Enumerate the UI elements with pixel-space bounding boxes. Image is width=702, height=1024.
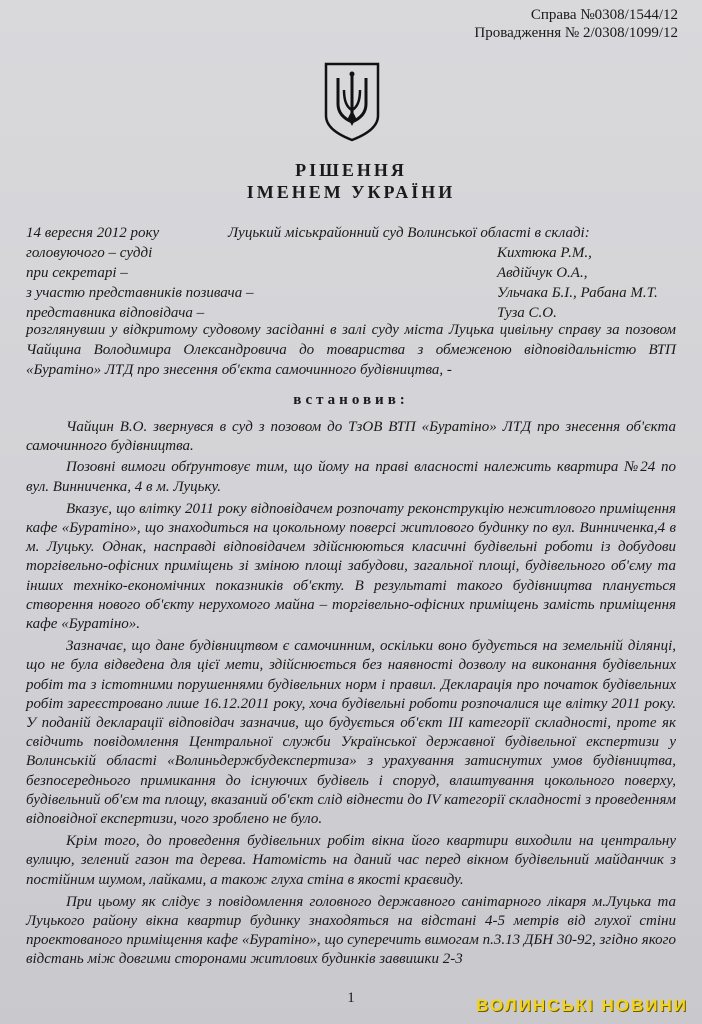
body-paragraph: Вказує, що влітку 2011 року відповідачем розпочату реконструкцію нежитлового приміщення кафе «Буратіно», що знаходиться на цокольному поверсі житлового будинку по вул. Винниченка,4 в м. Луцьку. Однак, насправді відповідачем здійснюються класичні будівельні роботи із добудови торгівельно-офісних приміщень зі зміною площі забудови, загальної площі, будівельного об'єму та інших техніко-економічних показників об'єкту. В результаті такого будівництва планується створення нового об'єкту нерухомого майна – торгівельно-офісних приміщень замість приміщення кафе «Буратіно». [26, 500, 676, 633]
body-paragraph: Чайцин В.О. звернувся в суд з позовом до ТзОВ ВТП «Буратіно» ЛТД про знесення об'єкта самочинного будівництва. [26, 419, 676, 455]
proceeding-number: Провадження № 2/0308/1099/12 [474, 25, 678, 41]
body-paragraph: Позовні вимоги обґрунтовує тим, що йому на праві власності належить квартира №24 по вул. Винниченка, 4 в м. Луцьку. [26, 459, 676, 495]
document-title: РІШЕННЯ [295, 160, 407, 180]
decision-body [26, 418, 676, 973]
defendant-rep-label: представника відповідача – [26, 305, 205, 321]
plaintiff-reps-label: з участю представників позивача – [26, 285, 254, 301]
secretary-name: Авдійчук О.А., [497, 265, 588, 281]
presiding-name: Кихтюка Р.М., [497, 245, 592, 261]
presiding-label: головуючого – судді [26, 245, 153, 261]
document-subtitle: ІМЕНЕМ УКРАЇНИ [246, 182, 456, 202]
page-number: 1 [347, 990, 355, 1006]
body-paragraph: Зазначає, що дане будівництвом є самочинним, оскільки воно будується на земельній ділянці, що не була відведена для цієї мети, здійснюється без наявності дозволу на виконання будівельних робіт та з істотними порушеннями будівельних норм і правил. Декларація про початок будівельних робіт зареєстровано лише 16.12.2011 року, хоча будівельні роботи розпочалися ще влітку 2011 року. У поданій декларації відповідач зазначив, що будується об'єкт III категорії складності, проте як свідчить повідомлення Центральної служби Української державної будівельної експертизи у Волинській області «Волиньдержбудекспертиза» з урахування затиснутих умов будівництва, безпосереднього примикання до існуючих будівель і споруд, влаштування цокольного поверху, будівельний об'єм та площу, вказаний об'єкт слід віднести до IV категорії складності з проведенням відповідної експертизи, чого зроблено не було. [26, 638, 676, 828]
watermark-logo: ВОЛИНСЬКІ НОВИНИ [476, 996, 688, 1015]
considered-paragraph: розглянувши у відкритому судовому засіданні в залі суду міста Луцька цивільну справу за позовом Чайцина Володимира Олександровича до товариства з обмеженою відповідальністю ВТП «Буратіно» ЛТД про знесення об'єкта самочинного будівництва, - [26, 322, 676, 378]
court-name: Луцький міськрайонний суд Волинської області в складі: [228, 225, 590, 241]
decision-date: 14 вересня 2012 року [26, 225, 160, 241]
case-header [474, 6, 678, 42]
court-members [497, 243, 658, 323]
body-paragraph: Крім того, до проведення будівельних робіт вікна його квартири виходили на центральну вулицю, зелений газон та дерева. Натомість на даний час перед вікном будівельний майданчик з постійним шумом, лайками, а також глуха стіна в якості краєвиду. [26, 833, 676, 888]
defendant-rep-name: Туза С.О. [497, 305, 557, 321]
body-paragraph: При цьому як слідує з повідомлення головного державного санітарного лікаря м.Луцька та Луцького району вікна квартир будинку знаходяться на відстані 4-5 метрів від глухої стіни проектованого приміщення кафе «Буратіно», що суперечить вимогам п.3.13 ДБН 30-92, згідно якого відстань між довгими сторонами житлових будинків заввишки 2-3 [26, 893, 676, 968]
ukraine-trident-emblem-icon [322, 60, 382, 142]
plaintiff-reps-names: Ульчака Б.І., Рабана М.Т. [497, 285, 658, 301]
established-heading: встановив: [293, 392, 409, 408]
intro-labels [26, 223, 253, 323]
secretary-label: при секретарі – [26, 265, 128, 281]
case-number: Справа №0308/1544/12 [530, 7, 678, 23]
